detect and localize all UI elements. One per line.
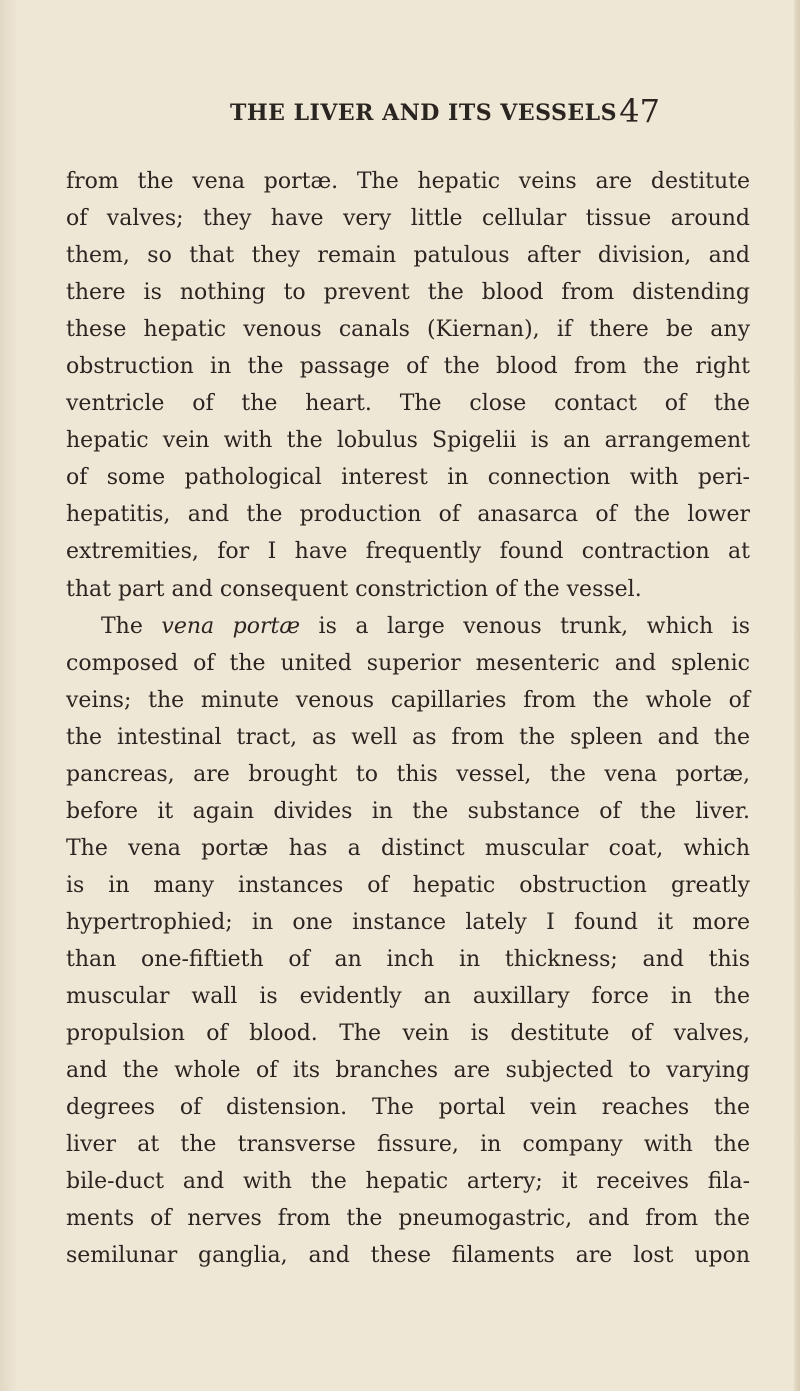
text-line: propulsion of blood. The vein is destitute of valves, xyxy=(66,1021,750,1047)
text-line: composed of the united superior mesenteric and splenic xyxy=(66,650,750,676)
text-line-paragraph-start xyxy=(66,608,750,645)
text-line: muscular wall is evidently an auxillary force in the xyxy=(66,984,750,1010)
text-line: ments of nerves from the pneumogastric, and from the xyxy=(66,1206,750,1232)
text-line: of valves; they have very little cellular tissue around xyxy=(66,206,750,232)
text-line-paragraph-end: that part and consequent constriction of the vessel. xyxy=(66,576,642,602)
body-text xyxy=(66,163,750,1274)
text-line: these hepatic venous canals (Kiernan), if there be any xyxy=(66,317,750,343)
page-edge-right xyxy=(794,0,800,1391)
text-line: semilunar ganglia, and these filaments are lost upon xyxy=(66,1243,750,1269)
page-number: 47 xyxy=(619,92,660,130)
text-line: liver at the transverse fissure, in company with the xyxy=(66,1132,750,1158)
text-line: veins; the minute venous capillaries from the whole of xyxy=(66,687,750,713)
text-line: degrees of distension. The portal vein reaches the xyxy=(66,1095,750,1121)
running-head: THE LIVER AND ITS VESSELS xyxy=(230,100,618,126)
text-line: The vena portæ has a distinct muscular coat, which xyxy=(66,835,750,861)
text-line: hypertrophied; in one instance lately I found it more xyxy=(66,909,750,935)
page-shadow-left xyxy=(0,0,18,1391)
text-fragment: The xyxy=(101,613,162,639)
text-line: the intestinal tract, as well as from the spleen and the xyxy=(66,724,750,750)
text-line: hepatic vein with the lobulus Spigelii is an arrangement xyxy=(66,428,750,454)
text-line: them, so that they remain patulous after division, and xyxy=(66,243,750,269)
text-line: obstruction in the passage of the blood from the right xyxy=(66,354,750,380)
text-line: of some pathological interest in connection with peri- xyxy=(66,465,750,491)
text-line: than one-fiftieth of an inch in thickness; and this xyxy=(66,946,750,972)
text-line: pancreas, are brought to this vessel, the vena portæ, xyxy=(66,761,750,787)
text-line: and the whole of its branches are subjected to varying xyxy=(66,1058,750,1084)
page-header xyxy=(0,92,800,140)
text-line: hepatitis, and the production of anasarca of the lower xyxy=(66,502,750,528)
text-line: extremities, for I have frequently found contraction at xyxy=(66,539,750,565)
text-line: ventricle of the heart. The close contact of the xyxy=(66,391,750,417)
text-fragment: is a large venous trunk, which is xyxy=(300,613,751,639)
text-line: before it again divides in the substance of the liver. xyxy=(66,798,750,824)
text-line: from the vena portæ. The hepatic veins are destitute xyxy=(66,169,750,194)
text-line: bile-duct and with the hepatic artery; it receives fila- xyxy=(66,1169,750,1195)
text-line: there is nothing to prevent the blood from distending xyxy=(66,280,750,306)
italic-term: vena portæ xyxy=(161,613,301,639)
text-line: is in many instances of hepatic obstruction greatly xyxy=(66,872,750,898)
